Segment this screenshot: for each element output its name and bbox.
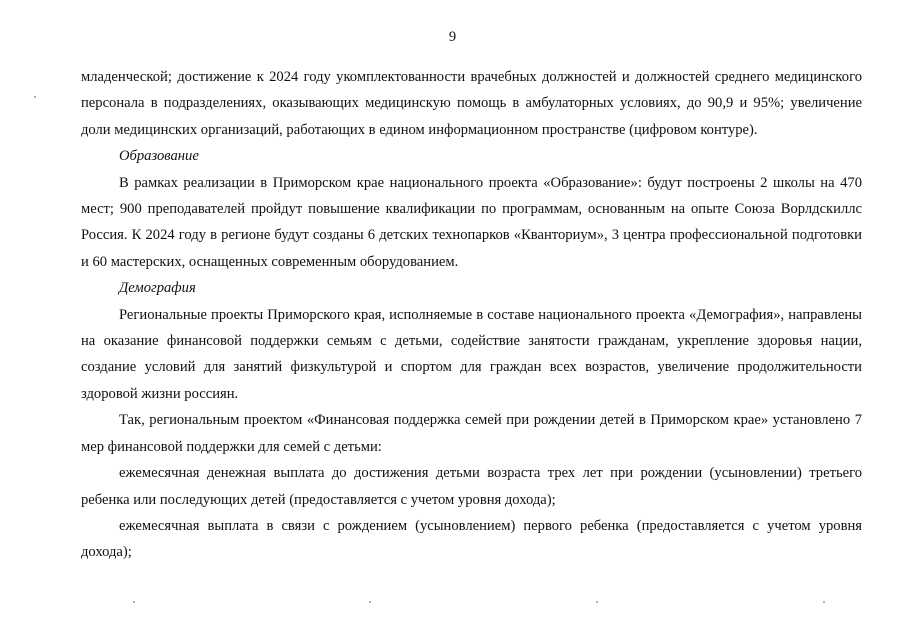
list-item-first-child-payment: ежемесячная выплата в связи с рождением (усыновлением) первого ребенка (предоставляется с учетом уровня дохода); xyxy=(81,517,862,561)
list-item-third-child-payment: ежемесячная денежная выплата до достижения детьми возраста трех лет при рождении (усыновлении) третьего ребенка или последующих детей (предоставляется с учетом уровня дохода); xyxy=(81,465,862,508)
scan-speck xyxy=(34,96,36,98)
paragraph-health-continuation: младенческой; достижение к 2024 году укомплектованности врачебных должностей и должностей среднего медицинского персонала в подразделениях, оказывающих медицинскую помощь в амбулаторных условиях, до 90,9 и 95%; увеличение доли медицинских организаций, работающих в едином информационном пространстве (цифровом контуре). xyxy=(81,69,862,138)
scan-speck xyxy=(823,601,825,603)
paragraph-financial-support: Так, региональным проектом «Финансовая поддержка семей при рождении детей в Приморском крае» установлено 7 мер финансовой поддержки для семей с детьми: xyxy=(81,412,862,455)
section-heading-demography: Демография xyxy=(119,280,196,297)
scan-speck xyxy=(133,601,135,603)
section-heading-education: Образование xyxy=(119,148,199,165)
scan-speck xyxy=(369,601,371,603)
paragraph-demography-projects: Региональные проекты Приморского края, исполняемые в составе национального проекта «Демография», направлены на оказание финансовой поддержки семьям с детьми, содействие занятости гражданам, укрепление здоровья нации, создание условий для занятий физкультурой и спортом для граждан всех возрастов, увеличение продолжительности здоровой жизни россиян. xyxy=(81,306,862,402)
page-number: 9 xyxy=(448,29,457,45)
paragraph-education: В рамках реализации в Приморском крае национального проекта «Образование»: будут построены 2 школы на 470 мест; 900 преподавателей пройдут повышение квалификации по программам, основанным на опыте Союза Ворлдскиллс Россия. К 2024 году в регионе будут созданы 6 детских технопарков «Кванториум», 3 центра профессиональной подготовки и 60 мастерских, оснащенных современным оборудованием. xyxy=(81,174,862,270)
scan-speck xyxy=(596,601,598,603)
document-body xyxy=(81,64,862,566)
